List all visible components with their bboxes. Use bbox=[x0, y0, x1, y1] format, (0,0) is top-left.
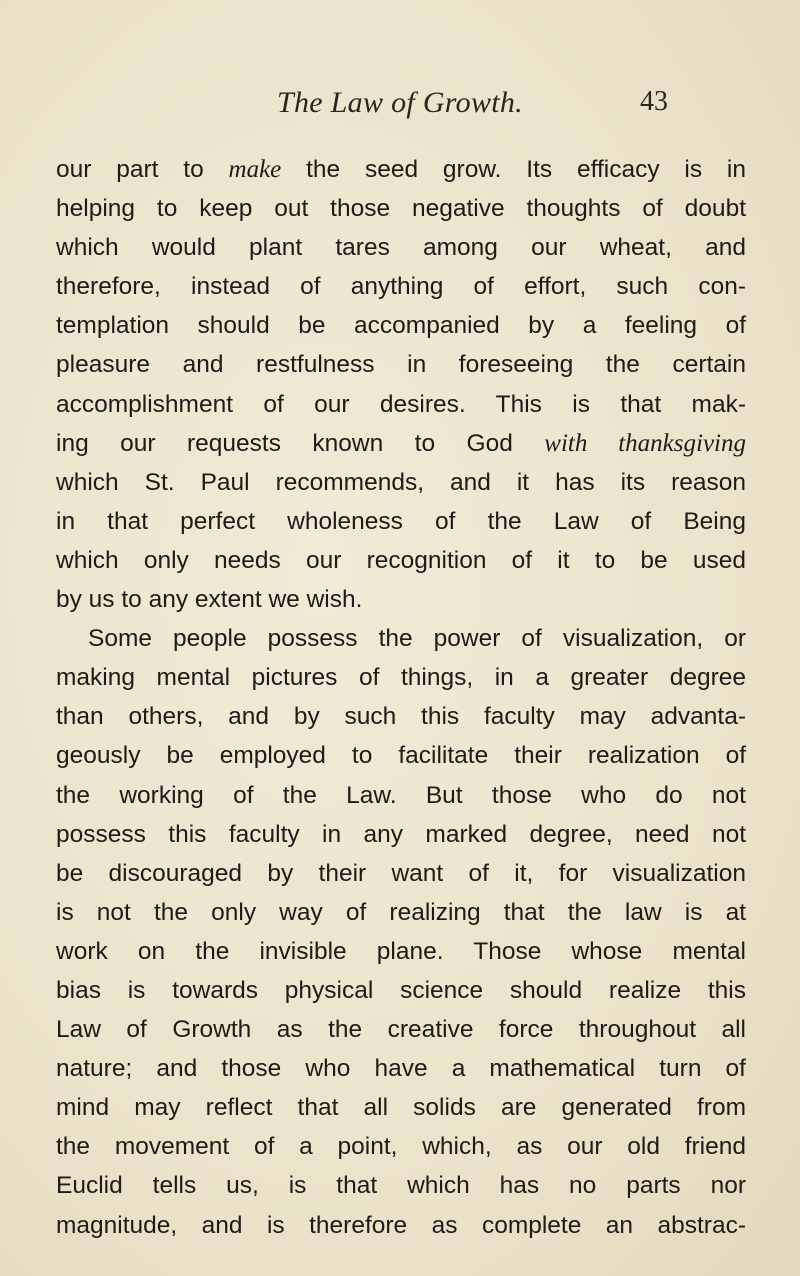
text-segment: nature; and those who have a mathematical turn of bbox=[56, 1055, 746, 1083]
text-segment: the working of the Law. But those who do not bbox=[56, 781, 746, 809]
text-line bbox=[56, 189, 746, 228]
text-segment: therefore, instead of anything of effort, such con- bbox=[56, 273, 746, 301]
text-line bbox=[56, 932, 746, 971]
text-line bbox=[56, 463, 746, 502]
text-line bbox=[56, 345, 746, 384]
text-line bbox=[56, 1206, 746, 1245]
running-head bbox=[0, 86, 800, 126]
text-line bbox=[56, 580, 746, 619]
text-line bbox=[56, 815, 746, 854]
text-segment: bias is towards physical science should realize this bbox=[56, 976, 746, 1004]
text-segment: is not the only way of realizing that the law is at bbox=[56, 898, 746, 926]
text-segment: accomplishment of our desires. This is that mak- bbox=[56, 390, 746, 418]
text-line bbox=[56, 306, 746, 345]
text-segment: which only needs our recognition of it to be used bbox=[56, 546, 746, 574]
text-segment: the seed grow. Its efficacy is in bbox=[281, 156, 747, 183]
text-line bbox=[56, 1088, 746, 1127]
text-segment: Some people possess the power of visualization, or bbox=[88, 625, 746, 653]
text-segment: which St. Paul recommends, and it has its reason bbox=[56, 468, 746, 496]
page-number: 43 bbox=[640, 86, 668, 117]
italic-text: make bbox=[228, 156, 282, 183]
text-line bbox=[56, 424, 746, 463]
running-title: The Law of Growth. bbox=[276, 86, 523, 119]
text-line bbox=[56, 658, 746, 697]
text-segment: in that perfect wholeness of the Law of Being bbox=[56, 507, 746, 535]
text-line bbox=[56, 228, 746, 267]
text-line bbox=[56, 971, 746, 1010]
text-line bbox=[56, 854, 746, 893]
text-segment: helping to keep out those negative thoughts of doubt bbox=[56, 195, 746, 223]
text-line bbox=[56, 697, 746, 736]
text-segment: Law of Growth as the creative force throughout all bbox=[56, 1016, 746, 1044]
italic-text: with thanksgiving bbox=[544, 429, 746, 457]
text-line bbox=[56, 1010, 746, 1049]
text-segment: templation should be accompanied by a feeling of bbox=[56, 312, 746, 340]
text-segment: magnitude, and is therefore as complete an abstrac- bbox=[56, 1211, 746, 1239]
text-segment: pleasure and restfulness in foreseeing the certain bbox=[56, 351, 746, 379]
text-line bbox=[56, 541, 746, 580]
text-segment: making mental pictures of things, in a greater degree bbox=[56, 664, 746, 692]
text-line bbox=[56, 385, 746, 424]
text-segment: be discouraged by their want of it, for visualization bbox=[56, 859, 746, 887]
text-segment: mind may reflect that all solids are generated from bbox=[56, 1094, 746, 1122]
text-segment: Euclid tells us, is that which has no parts nor bbox=[56, 1172, 746, 1200]
text-line bbox=[56, 1049, 746, 1088]
text-line bbox=[56, 736, 746, 775]
text-line bbox=[56, 502, 746, 541]
text-line bbox=[56, 776, 746, 815]
text-segment: work on the invisible plane. Those whose mental bbox=[56, 937, 746, 965]
text-segment: which would plant tares among our wheat, and bbox=[56, 234, 746, 262]
text-segment: than others, and by such this faculty may advanta- bbox=[56, 703, 746, 731]
body-text bbox=[56, 150, 746, 1245]
text-line bbox=[56, 893, 746, 932]
text-segment: geously be employed to facilitate their realization of bbox=[56, 742, 746, 770]
text-line bbox=[56, 150, 746, 189]
text-line bbox=[56, 1127, 746, 1166]
text-line bbox=[56, 619, 746, 658]
text-segment: by us to any extent we wish. bbox=[56, 586, 363, 614]
text-line bbox=[56, 267, 746, 306]
text-segment: possess this faculty in any marked degree, need not bbox=[56, 820, 746, 848]
text-segment: the movement of a point, which, as our old friend bbox=[56, 1133, 746, 1161]
text-line bbox=[56, 1166, 746, 1205]
text-segment: ing our requests known to God bbox=[56, 429, 545, 457]
text-segment: our part to bbox=[56, 156, 229, 183]
